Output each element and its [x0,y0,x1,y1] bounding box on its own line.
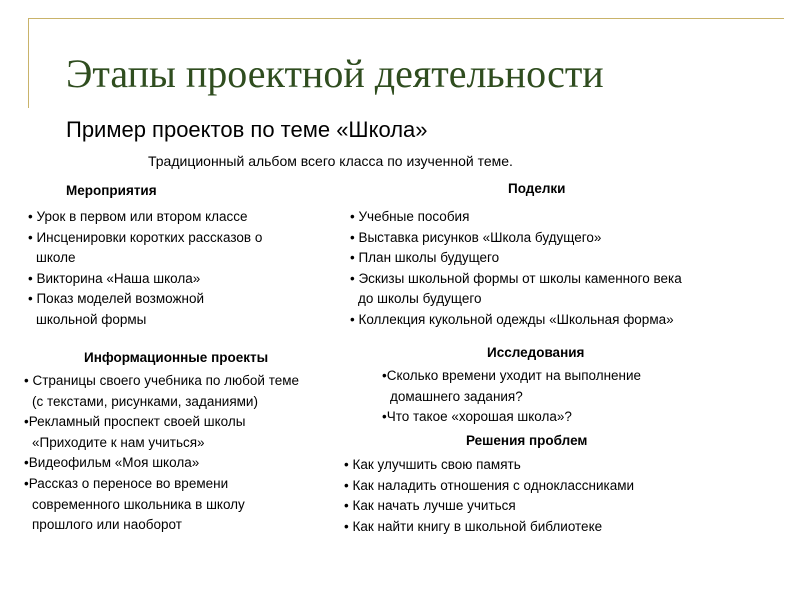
list-item: • Инсценировки коротких рассказов о [28,229,263,245]
list-item: • Викторина «Наша школа» [28,270,201,286]
list-item: •Видеофильм «Моя школа» [24,455,200,471]
research-heading: Исследования [487,345,585,360]
list-item: • Как наладить отношения с одноклассниками [344,477,635,493]
list-item: • Как улучшить свою память [344,457,521,472]
list-item: • Страницы своего учебника по любой теме [24,373,300,388]
page-subtitle: Пример проектов по теме «Школа» [66,117,428,142]
problems-heading: Решения проблем [466,433,588,448]
research-list [382,366,641,428]
list-item: школе [36,250,76,266]
intro-text: Традиционный альбом всего класса по изученной теме. [148,153,513,169]
list-item: • Показ моделей возможной [28,291,205,307]
list-item: • Как найти книгу в школьной библиотеке [344,518,603,534]
list-item: • Урок в первом или втором классе [28,209,248,224]
list-item: до школы будущего [358,291,482,307]
list-item: •Рекламный проспект своей школы [24,414,246,430]
list-item: «Приходите к нам учиться» [32,434,205,450]
list-item: домашнего задания? [390,388,523,404]
list-item: •Что такое «хорошая школа»? [382,409,572,425]
list-item: • План школы будущего [350,250,500,266]
decorative-frame-top [28,18,784,19]
list-item: современного школьника в школу [32,496,245,512]
list-item: • Как начать лучше учиться [344,498,516,514]
decorative-frame-left [28,18,29,108]
list-item: (с текстами, рисунками, заданиями) [32,393,258,409]
info-list [24,371,299,536]
crafts-heading: Поделки [508,181,566,196]
crafts-list [350,207,682,331]
list-item: • Выставка рисунков «Школа будущего» [350,229,602,245]
problems-list [344,455,634,537]
list-item: • Эскизы школьной формы от школы каменного века [350,270,682,286]
list-item: • Коллекция кукольной одежды «Школьная форма» [350,311,674,327]
events-heading: Мероприятия [66,183,157,198]
list-item: •Сколько времени уходит на выполнение [382,368,642,383]
events-list [28,207,262,331]
list-item: • Учебные пособия [350,209,470,224]
list-item: школьной формы [36,311,147,327]
list-item: прошлого или наоборот [32,517,182,533]
info-heading: Информационные проекты [84,350,269,365]
list-item: •Рассказ о переносе во времени [24,475,229,491]
page-title: Этапы проектной деятельности [66,51,604,96]
